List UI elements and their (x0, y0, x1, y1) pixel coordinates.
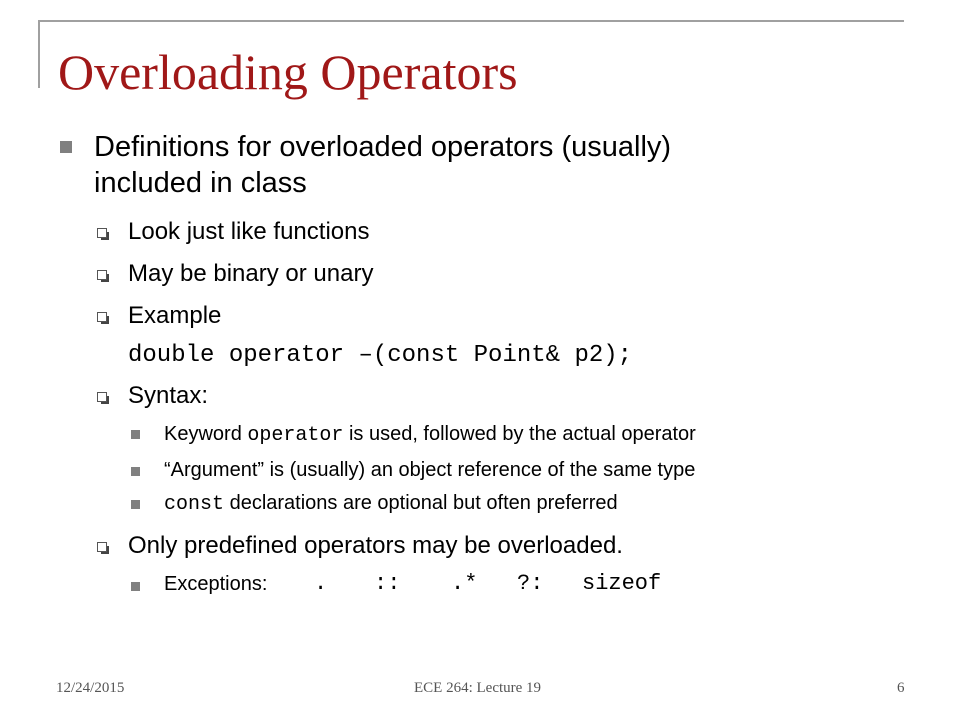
exception-item: . (314, 571, 328, 596)
syntax-const-code: const (164, 493, 225, 516)
footer-course: ECE 264: Lecture 19 (414, 680, 542, 696)
exceptions-label: Exceptions: (164, 573, 268, 595)
slide-title: Overloading Operators (58, 44, 518, 100)
syntax-const-line (164, 490, 618, 518)
bullet-definitions-line-1: Definitions for overloaded operators (usually) (94, 131, 672, 163)
bullet-box-icon (97, 270, 107, 280)
sub-bullet-binary-unary: May be binary or unary (128, 260, 374, 287)
bullet-box-icon (97, 228, 107, 238)
exception-item: :: (374, 571, 401, 596)
sub-bullet-example: Example (128, 302, 222, 329)
bullet-small-square-icon (131, 500, 140, 509)
code-example: double operator –(const Point& p2); (128, 342, 633, 369)
syntax-keyword-line (164, 421, 696, 449)
exception-item: ?: (517, 571, 544, 596)
sub-bullet-predefined: Only predefined operators may be overloaded. (128, 532, 623, 559)
syntax-const-post: declarations are optional but often preferred (224, 492, 618, 514)
exception-item: sizeof (582, 571, 662, 596)
sub-bullet-syntax: Syntax: (128, 382, 209, 409)
bullet-square-icon (60, 141, 72, 153)
bullet-box-icon (97, 312, 107, 322)
syntax-keyword-post: is used, followed by the actual operator (343, 423, 696, 445)
bullet-small-square-icon (131, 467, 140, 476)
frame-top-line (38, 20, 904, 22)
bullet-small-square-icon (131, 582, 140, 591)
syntax-argument-line: “Argument” is (usually) an object reference of the same type (164, 459, 696, 481)
exceptions-line (164, 571, 267, 597)
exception-item: .* (451, 571, 478, 596)
bullet-box-icon (97, 392, 107, 402)
syntax-keyword-code: operator (247, 424, 344, 447)
footer-date: 12/24/2015 (56, 680, 125, 696)
bullet-box-icon (97, 542, 107, 552)
bullet-small-square-icon (131, 430, 140, 439)
sub-bullet-functions: Look just like functions (128, 218, 370, 245)
bullet-definitions-line-2: included in class (94, 167, 307, 199)
footer-page-number: 6 (897, 680, 905, 696)
frame-left-line (38, 20, 40, 88)
syntax-keyword-pre: Keyword (164, 423, 248, 445)
